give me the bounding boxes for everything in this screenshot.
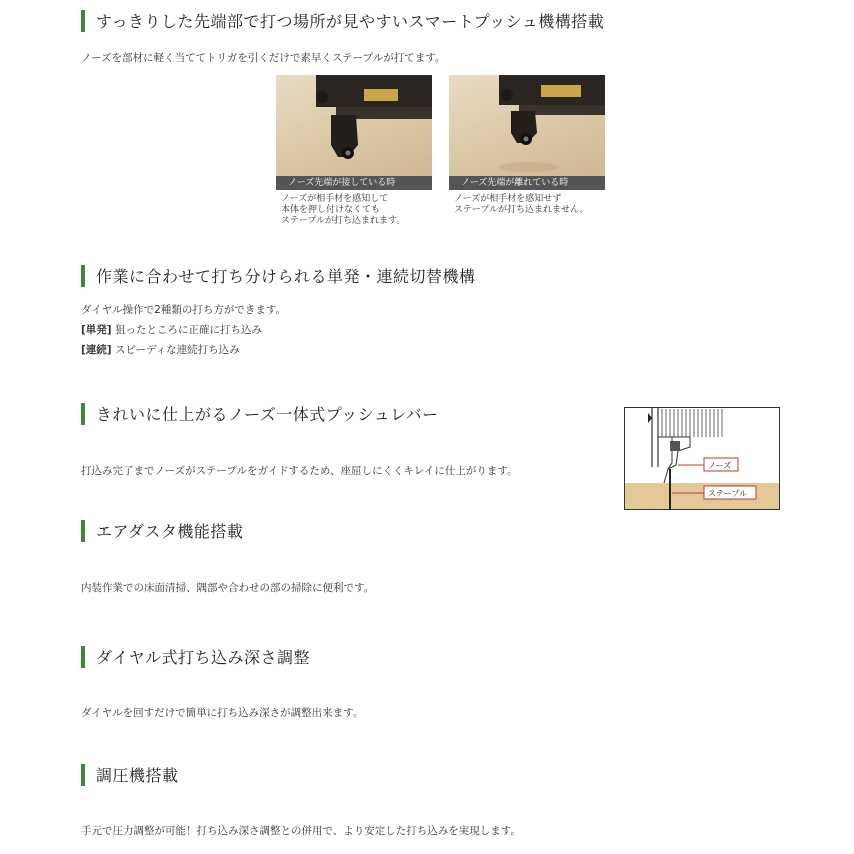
heading-accent-bar: [81, 10, 85, 32]
photo-nose-contact: [276, 75, 432, 190]
section-description: 打込み完了までノーズがステープルをガイドするため、座屈しにくくキレイに仕上がります。: [81, 465, 518, 477]
photo-strip-label: ノーズ先端が離れている時: [449, 176, 605, 190]
mode-continuous: [81, 342, 240, 357]
section-heading: [81, 645, 310, 668]
heading-text: エアダスタ機能搭載: [96, 522, 244, 541]
mode-text: 狙ったところに正確に打ち込み: [111, 324, 262, 336]
heading-accent-bar: [81, 646, 85, 668]
section-heading: [81, 402, 439, 425]
tacker-nose-image: [449, 75, 605, 190]
section-description: ダイヤルを回すだけで簡単に打ち込み深さが調整出来ます。: [81, 707, 364, 719]
section-description: 内装作業での床面清掃、隅部や合わせの部の掃除に便利です。: [81, 582, 375, 594]
section-heading: [81, 519, 243, 542]
caption-line: 本体を押し付けなくても: [281, 205, 381, 215]
staple-label: ステープル: [708, 489, 748, 498]
photo-strip-label: ノーズ先端が接している時: [276, 176, 432, 190]
section-description: ダイヤル操作で2種類の打ち方ができます。: [81, 304, 287, 316]
mode-single: [81, 322, 262, 337]
section-heading: [81, 763, 179, 786]
photo-nose-apart: [449, 75, 605, 190]
heading-text: きれいに仕上がるノーズ一体式プッシュレバー: [96, 405, 439, 424]
caption-line: ステープルが打ち込まれません。: [454, 205, 589, 215]
nose-label: ノーズ: [708, 461, 732, 470]
section-description: 手元で圧力調整が可能！打ち込み深さ調整との併用で、より安定した打ち込みを実現します。: [81, 825, 521, 837]
heading-text: ダイヤル式打ち込み深さ調整: [96, 648, 311, 667]
heading-accent-bar: [81, 265, 85, 287]
section-description: ノーズを部材に軽く当ててトリガを引くだけで素早くステープルが打てます。: [81, 52, 446, 64]
caption-line: ノーズが相手材を感知せず: [454, 194, 562, 204]
heading-text: 調圧機搭載: [96, 766, 179, 785]
mode-label: [単発]: [81, 324, 112, 336]
nose-diagram: [624, 407, 780, 510]
heading-text: 作業に合わせて打ち分けられる単発・連続切替機構: [96, 267, 476, 286]
mode-text: スピーディな連続打ち込み: [111, 344, 240, 356]
heading-text: すっきりした先端部で打つ場所が見やすいスマートプッシュ機構搭載: [96, 12, 605, 31]
heading-accent-bar: [81, 520, 85, 542]
photo-caption: [454, 194, 589, 216]
caption-line: ステープルが打ち込まれます。: [281, 216, 406, 226]
mode-label: [連続]: [81, 344, 112, 356]
section-heading: [81, 9, 604, 32]
photo-caption: [281, 194, 405, 227]
heading-accent-bar: [81, 764, 85, 786]
caption-line: ノーズが相手材を感知して: [281, 194, 389, 204]
heading-accent-bar: [81, 403, 85, 425]
section-heading: [81, 264, 476, 287]
tacker-nose-image: [276, 75, 432, 190]
